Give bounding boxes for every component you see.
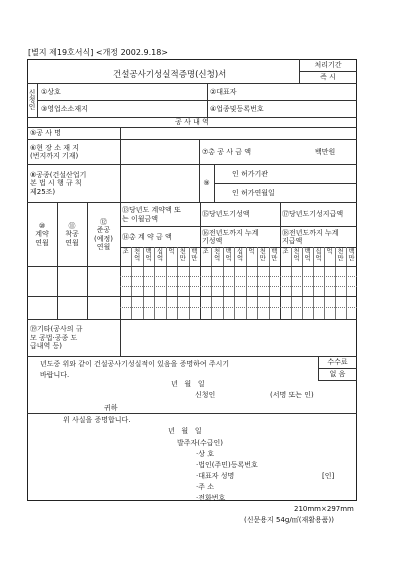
unit-header: 백 만	[348, 248, 355, 262]
issuer-title: 발주자(수급인)	[177, 439, 224, 447]
unit-header: 십 억	[236, 248, 244, 262]
col17-header: ⑰당년도기성지급액	[282, 210, 344, 219]
unit-header: 억	[248, 248, 255, 255]
unit-header: 십 억	[315, 248, 322, 262]
sign-note: (서명 또는 인)	[270, 391, 314, 399]
start-year-header: ⑪ 착공 연월	[65, 222, 79, 247]
unit-header: 천 억	[214, 248, 221, 262]
unit-header: 백 만	[191, 248, 198, 262]
permit-date-label: 인 허가연월일	[232, 188, 275, 197]
issuer-reg-label: ·법인(주민)등록번호	[196, 461, 258, 469]
unit-header: 백 억	[145, 248, 152, 262]
processing-label: 처리기간	[314, 61, 342, 70]
unit-header: 백 억	[304, 248, 311, 262]
col15-header: ⑮당년도기성액	[202, 210, 250, 219]
unit-header: 백 억	[225, 248, 232, 262]
permit-authority-label: 인 허가기관	[232, 169, 269, 178]
col14-header: ⑭총 계 약 금 액	[122, 232, 172, 241]
fee-label: 수수료	[327, 358, 348, 367]
addressee: 귀하	[104, 404, 118, 412]
section-title: 공 사 내 역	[175, 117, 209, 126]
unit-header: 조	[202, 248, 209, 255]
contract-amount-label: ⑦총 공 사 금 액	[202, 147, 251, 156]
paper-size: 210mm×297mm	[294, 505, 354, 513]
site-location-label: ⑥현 장 소 재 지 (번지까지 기재)	[30, 143, 79, 160]
issuer-addr-label: ·주 소	[196, 483, 214, 491]
col13-header: ⑬당년도 계약액 또 는 이월금액	[122, 206, 181, 223]
unit-header: 억	[168, 248, 175, 255]
amount-unit: 백만원	[315, 147, 336, 156]
business-reg-label: ④업종및등록번호	[210, 104, 264, 113]
project-name-label: ⑤공 사 명	[30, 129, 62, 138]
other-label: ⑲기타(공사의 규 모 공법·공종 도 급내역 등)	[30, 325, 83, 351]
issuer-name-label: ·상 호	[196, 450, 214, 458]
unit-header: 천 억	[134, 248, 141, 262]
form-title: 건설공사기성실적증명(신청)서	[113, 70, 227, 80]
paper-note: (신문용지 54g/㎡(재활용품))	[244, 516, 334, 524]
unit-header: 십 억	[156, 248, 164, 262]
date-line: 년 월 일	[171, 380, 205, 388]
contract-year-header: ⑩ 계약 연월	[35, 222, 49, 247]
completion-year-header: ⑫ 준공 (예정) 연월	[94, 218, 113, 251]
project-type-label: ⑧공종(건설산업기 본 법 시 행 규 칙 제25조)	[30, 170, 87, 196]
fee-value: 없 음	[329, 370, 346, 379]
statement-text: 년도중 위와 같이 건설공사기성실적이 있음을 증명하여 주시기 바랍니다.	[40, 360, 230, 379]
certify-text: 위 사실을 증명합니다.	[63, 416, 131, 424]
unit-header: 천 만	[179, 248, 186, 262]
col16-header: ⑯전년도까지 누계 기성액	[202, 228, 259, 245]
form-reference: [별지 제19호서식] <개정 2002.9.18>	[28, 48, 168, 57]
circle-9-label: ⑨	[203, 179, 210, 188]
company-name-label: ①상호	[41, 87, 61, 96]
processing-value: 즉 시	[320, 73, 336, 82]
unit-header: 조	[122, 248, 129, 255]
issuer-phone-label: ·전화번호	[196, 494, 226, 502]
date-line-2: 년 월 일	[168, 427, 202, 435]
unit-header: 천 만	[337, 248, 344, 262]
unit-header: 천 억	[293, 248, 300, 262]
col18-header: ⑱전년도까지 누계 지급액	[282, 228, 339, 245]
office-address-label: ③영업소소재지	[41, 104, 88, 113]
applicant-sign-label: 신청인	[195, 391, 216, 399]
issuer-seal: [인]	[322, 472, 335, 480]
unit-header: 억	[326, 248, 333, 255]
representative-label: ②대표자	[210, 87, 237, 96]
issuer-rep-label: ·대표자 성명	[196, 472, 235, 480]
unit-header: 조	[282, 248, 289, 255]
applicant-side-label: 신청인	[28, 89, 36, 111]
unit-header: 천 만	[259, 248, 266, 262]
unit-header: 백 만	[271, 248, 278, 262]
